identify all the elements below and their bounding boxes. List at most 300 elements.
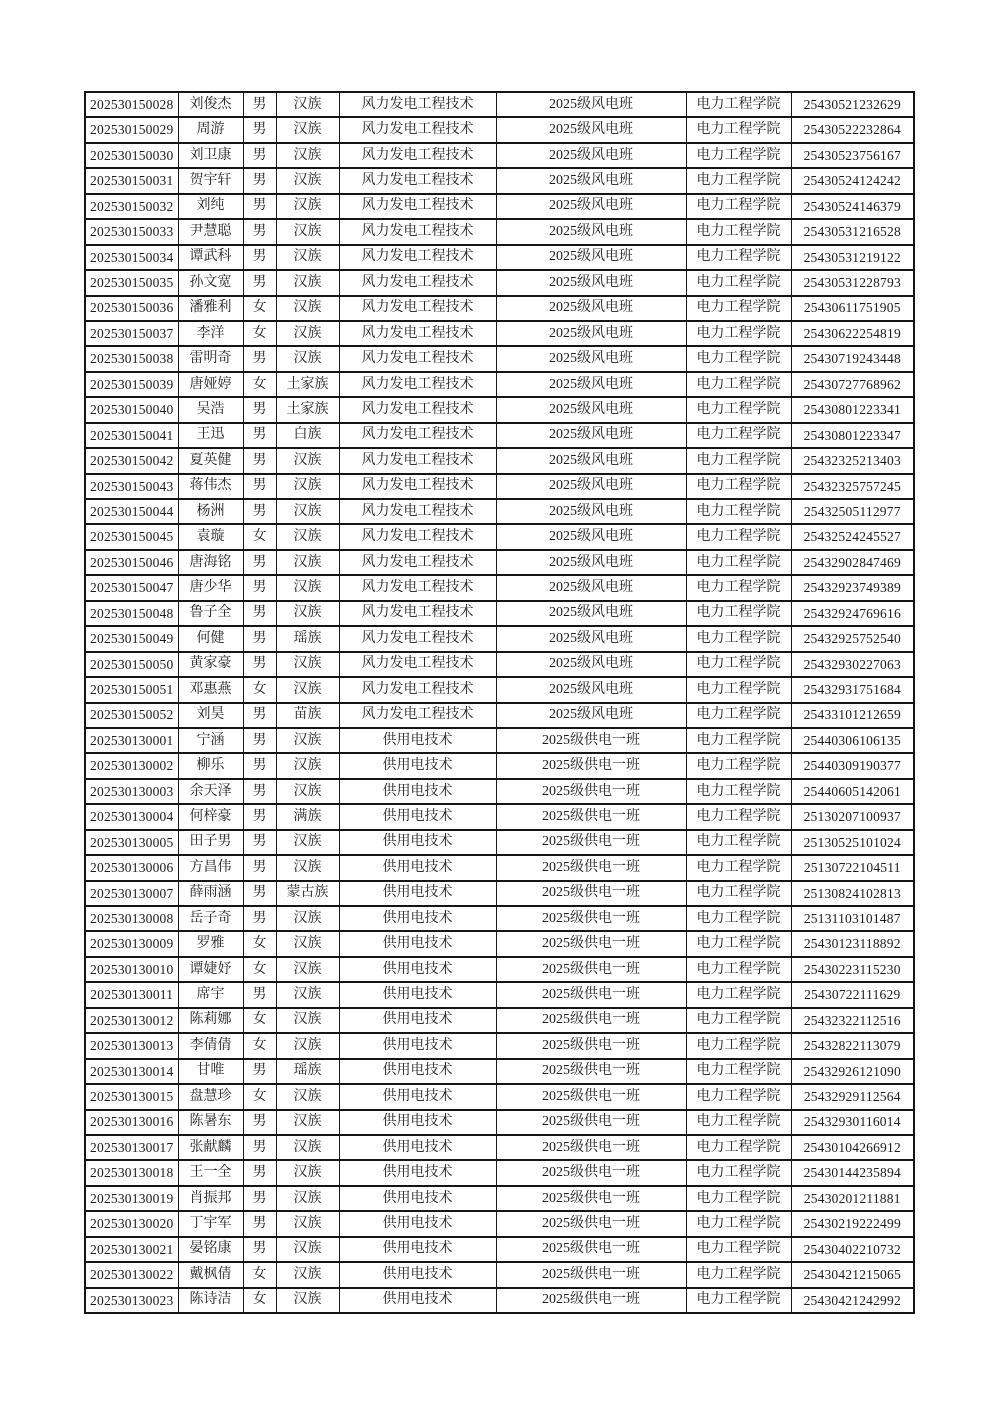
cell-gender: 男: [243, 219, 276, 244]
cell-name: 刘俊杰: [178, 92, 243, 117]
cell-class-name: 2025级供电一班: [496, 779, 686, 804]
cell-class-name: 2025级风电班: [496, 626, 686, 651]
cell-gender: 男: [243, 575, 276, 600]
cell-college: 电力工程学院: [686, 372, 791, 397]
cell-ethnicity: 汉族: [276, 779, 339, 804]
table-row: [85, 1059, 914, 1084]
cell-major: 风力发电工程技术: [339, 296, 496, 321]
cell-ethnicity: 汉族: [276, 855, 339, 880]
cell-exam-id: 25430801223347: [791, 423, 914, 448]
cell-major: 风力发电工程技术: [339, 601, 496, 626]
cell-student-id: 202530130008: [85, 906, 178, 931]
cell-student-id: 202530130001: [85, 728, 178, 753]
cell-class-name: 2025级供电一班: [496, 804, 686, 829]
cell-exam-id: 25430531216528: [791, 219, 914, 244]
cell-student-id: 202530150030: [85, 143, 178, 168]
cell-class-name: 2025级风电班: [496, 194, 686, 219]
cell-exam-id: 25430223115230: [791, 957, 914, 982]
cell-ethnicity: 汉族: [276, 753, 339, 778]
cell-gender: 男: [243, 830, 276, 855]
cell-gender: 女: [243, 1084, 276, 1109]
cell-exam-id: 25130207100937: [791, 804, 914, 829]
cell-student-id: 202530130021: [85, 1237, 178, 1262]
cell-class-name: 2025级风电班: [496, 245, 686, 270]
cell-ethnicity: 汉族: [276, 1008, 339, 1033]
cell-ethnicity: 汉族: [276, 931, 339, 956]
cell-name: 何梓豪: [178, 804, 243, 829]
cell-major: 供用电技术: [339, 830, 496, 855]
cell-ethnicity: 汉族: [276, 245, 339, 270]
cell-name: 唐少华: [178, 575, 243, 600]
table-row: [85, 372, 914, 397]
cell-college: 电力工程学院: [686, 601, 791, 626]
cell-class-name: 2025级供电一班: [496, 830, 686, 855]
cell-name: 雷明奇: [178, 346, 243, 371]
cell-college: 电力工程学院: [686, 423, 791, 448]
cell-major: 供用电技术: [339, 1135, 496, 1160]
cell-exam-id: 25432929112564: [791, 1084, 914, 1109]
cell-gender: 女: [243, 1008, 276, 1033]
cell-class-name: 2025级供电一班: [496, 906, 686, 931]
cell-ethnicity: 汉族: [276, 1186, 339, 1211]
cell-ethnicity: 汉族: [276, 906, 339, 931]
cell-exam-id: 25430521232629: [791, 92, 914, 117]
cell-major: 供用电技术: [339, 728, 496, 753]
cell-class-name: 2025级供电一班: [496, 1110, 686, 1135]
cell-name: 孙文宽: [178, 270, 243, 295]
cell-name: 陈莉娜: [178, 1008, 243, 1033]
cell-college: 电力工程学院: [686, 245, 791, 270]
cell-gender: 男: [243, 626, 276, 651]
cell-major: 供用电技术: [339, 1160, 496, 1185]
cell-exam-id: 25430123118892: [791, 931, 914, 956]
cell-ethnicity: 汉族: [276, 321, 339, 346]
cell-college: 电力工程学院: [686, 728, 791, 753]
cell-student-id: 202530130012: [85, 1008, 178, 1033]
cell-gender: 女: [243, 1288, 276, 1313]
cell-exam-id: 25432325757245: [791, 474, 914, 499]
cell-exam-id: 25432325213403: [791, 448, 914, 473]
cell-gender: 男: [243, 601, 276, 626]
cell-exam-id: 25430727768962: [791, 372, 914, 397]
cell-exam-id: 25432524245527: [791, 524, 914, 549]
cell-student-id: 202530150037: [85, 321, 178, 346]
student-roster-table: [84, 91, 915, 1314]
cell-name: 席宇: [178, 982, 243, 1007]
cell-student-id: 202530130007: [85, 881, 178, 906]
cell-name: 陈诗洁: [178, 1288, 243, 1313]
cell-college: 电力工程学院: [686, 143, 791, 168]
cell-exam-id: 25440605142061: [791, 779, 914, 804]
cell-major: 供用电技术: [339, 982, 496, 1007]
cell-student-id: 202530150032: [85, 194, 178, 219]
cell-student-id: 202530130009: [85, 931, 178, 956]
cell-major: 风力发电工程技术: [339, 194, 496, 219]
cell-exam-id: 25440309190377: [791, 753, 914, 778]
cell-major: 供用电技术: [339, 1237, 496, 1262]
cell-gender: 男: [243, 1135, 276, 1160]
cell-college: 电力工程学院: [686, 703, 791, 728]
cell-ethnicity: 汉族: [276, 1033, 339, 1058]
cell-student-id: 202530150034: [85, 245, 178, 270]
table-row: [85, 550, 914, 575]
cell-ethnicity: 瑶族: [276, 1059, 339, 1084]
cell-college: 电力工程学院: [686, 1084, 791, 1109]
cell-ethnicity: 瑶族: [276, 626, 339, 651]
table-row: [85, 1033, 914, 1058]
cell-class-name: 2025级供电一班: [496, 728, 686, 753]
cell-name: 谭婕妤: [178, 957, 243, 982]
cell-gender: 男: [243, 753, 276, 778]
table-row: [85, 1084, 914, 1109]
table-row: [85, 474, 914, 499]
cell-class-name: 2025级供电一班: [496, 957, 686, 982]
cell-college: 电力工程学院: [686, 753, 791, 778]
cell-ethnicity: 汉族: [276, 1135, 339, 1160]
cell-name: 岳子奇: [178, 906, 243, 931]
cell-exam-id: 25430402210732: [791, 1237, 914, 1262]
cell-class-name: 2025级风电班: [496, 499, 686, 524]
cell-exam-id: 25430144235894: [791, 1160, 914, 1185]
cell-ethnicity: 汉族: [276, 550, 339, 575]
cell-student-id: 202530130019: [85, 1186, 178, 1211]
table-row: [85, 117, 914, 142]
table-row: [85, 346, 914, 371]
cell-college: 电力工程学院: [686, 575, 791, 600]
cell-college: 电力工程学院: [686, 1059, 791, 1084]
cell-college: 电力工程学院: [686, 1135, 791, 1160]
cell-class-name: 2025级供电一班: [496, 1084, 686, 1109]
cell-college: 电力工程学院: [686, 92, 791, 117]
cell-ethnicity: 满族: [276, 804, 339, 829]
cell-college: 电力工程学院: [686, 550, 791, 575]
cell-college: 电力工程学院: [686, 677, 791, 702]
cell-class-name: 2025级供电一班: [496, 753, 686, 778]
cell-student-id: 202530150033: [85, 219, 178, 244]
cell-gender: 男: [243, 906, 276, 931]
cell-student-id: 202530150029: [85, 117, 178, 142]
cell-gender: 男: [243, 804, 276, 829]
cell-student-id: 202530130017: [85, 1135, 178, 1160]
cell-ethnicity: 汉族: [276, 499, 339, 524]
cell-major: 供用电技术: [339, 855, 496, 880]
cell-exam-id: 25430722111629: [791, 982, 914, 1007]
cell-student-id: 202530150044: [85, 499, 178, 524]
cell-student-id: 202530130005: [85, 830, 178, 855]
cell-exam-id: 25432930116014: [791, 1110, 914, 1135]
cell-class-name: 2025级供电一班: [496, 1135, 686, 1160]
cell-major: 供用电技术: [339, 931, 496, 956]
cell-major: 风力发电工程技术: [339, 92, 496, 117]
cell-exam-id: 25432923749389: [791, 575, 914, 600]
cell-major: 风力发电工程技术: [339, 524, 496, 549]
table-row: [85, 1237, 914, 1262]
cell-student-id: 202530130003: [85, 779, 178, 804]
cell-major: 供用电技术: [339, 957, 496, 982]
cell-name: 谭武科: [178, 245, 243, 270]
cell-college: 电力工程学院: [686, 957, 791, 982]
cell-college: 电力工程学院: [686, 931, 791, 956]
cell-ethnicity: 汉族: [276, 957, 339, 982]
cell-ethnicity: 苗族: [276, 703, 339, 728]
cell-ethnicity: 汉族: [276, 677, 339, 702]
cell-exam-id: 25430522232864: [791, 117, 914, 142]
cell-college: 电力工程学院: [686, 652, 791, 677]
cell-student-id: 202530130011: [85, 982, 178, 1007]
cell-student-id: 202530130022: [85, 1262, 178, 1287]
cell-name: 贺宇轩: [178, 168, 243, 193]
cell-college: 电力工程学院: [686, 168, 791, 193]
cell-gender: 男: [243, 550, 276, 575]
cell-college: 电力工程学院: [686, 321, 791, 346]
cell-gender: 男: [243, 855, 276, 880]
cell-student-id: 202530130020: [85, 1211, 178, 1236]
cell-exam-id: 25430801223341: [791, 397, 914, 422]
cell-college: 电力工程学院: [686, 397, 791, 422]
cell-major: 供用电技术: [339, 1288, 496, 1313]
cell-student-id: 202530150047: [85, 575, 178, 600]
cell-major: 风力发电工程技术: [339, 448, 496, 473]
table-row: [85, 1262, 914, 1287]
cell-student-id: 202530150046: [85, 550, 178, 575]
cell-class-name: 2025级供电一班: [496, 1059, 686, 1084]
cell-exam-id: 25430611751905: [791, 296, 914, 321]
cell-student-id: 202530150052: [85, 703, 178, 728]
cell-ethnicity: 汉族: [276, 1110, 339, 1135]
cell-gender: 男: [243, 881, 276, 906]
cell-gender: 男: [243, 346, 276, 371]
cell-ethnicity: 汉族: [276, 143, 339, 168]
cell-class-name: 2025级风电班: [496, 296, 686, 321]
cell-major: 供用电技术: [339, 1110, 496, 1135]
cell-major: 风力发电工程技术: [339, 474, 496, 499]
table-row: [85, 753, 914, 778]
cell-gender: 男: [243, 194, 276, 219]
cell-major: 风力发电工程技术: [339, 626, 496, 651]
cell-student-id: 202530150039: [85, 372, 178, 397]
table-row: [85, 168, 914, 193]
cell-ethnicity: 汉族: [276, 474, 339, 499]
cell-major: 风力发电工程技术: [339, 321, 496, 346]
cell-gender: 男: [243, 779, 276, 804]
cell-name: 田子男: [178, 830, 243, 855]
cell-college: 电力工程学院: [686, 1262, 791, 1287]
cell-exam-id: 25130722104511: [791, 855, 914, 880]
cell-major: 风力发电工程技术: [339, 270, 496, 295]
cell-gender: 女: [243, 524, 276, 549]
cell-class-name: 2025级供电一班: [496, 1033, 686, 1058]
cell-name: 王一全: [178, 1160, 243, 1185]
cell-exam-id: 25430531228793: [791, 270, 914, 295]
cell-class-name: 2025级供电一班: [496, 1288, 686, 1313]
cell-exam-id: 25432924769616: [791, 601, 914, 626]
cell-class-name: 2025级供电一班: [496, 931, 686, 956]
cell-major: 供用电技术: [339, 753, 496, 778]
cell-major: 供用电技术: [339, 1262, 496, 1287]
cell-ethnicity: 汉族: [276, 296, 339, 321]
cell-class-name: 2025级风电班: [496, 550, 686, 575]
cell-name: 刘卫康: [178, 143, 243, 168]
cell-exam-id: 25430421215065: [791, 1262, 914, 1287]
cell-college: 电力工程学院: [686, 1110, 791, 1135]
cell-class-name: 2025级风电班: [496, 92, 686, 117]
cell-college: 电力工程学院: [686, 1237, 791, 1262]
cell-class-name: 2025级风电班: [496, 143, 686, 168]
cell-exam-id: 25430524124242: [791, 168, 914, 193]
cell-major: 风力发电工程技术: [339, 143, 496, 168]
cell-ethnicity: 汉族: [276, 575, 339, 600]
cell-student-id: 202530130015: [85, 1084, 178, 1109]
cell-exam-id: 25130824102813: [791, 881, 914, 906]
cell-exam-id: 25430201211881: [791, 1186, 914, 1211]
cell-ethnicity: 汉族: [276, 601, 339, 626]
cell-college: 电力工程学院: [686, 474, 791, 499]
cell-class-name: 2025级风电班: [496, 117, 686, 142]
cell-college: 电力工程学院: [686, 1186, 791, 1211]
cell-name: 甘唯: [178, 1059, 243, 1084]
cell-name: 张献麟: [178, 1135, 243, 1160]
table-row: [85, 855, 914, 880]
cell-exam-id: 25430719243448: [791, 346, 914, 371]
cell-major: 风力发电工程技术: [339, 346, 496, 371]
cell-major: 风力发电工程技术: [339, 703, 496, 728]
cell-name: 方昌伟: [178, 855, 243, 880]
table-row: [85, 92, 914, 117]
cell-college: 电力工程学院: [686, 346, 791, 371]
cell-name: 鲁子全: [178, 601, 243, 626]
cell-exam-id: 25432322112516: [791, 1008, 914, 1033]
cell-ethnicity: 汉族: [276, 982, 339, 1007]
cell-exam-id: 25430104266912: [791, 1135, 914, 1160]
table-row: [85, 245, 914, 270]
cell-exam-id: 25430524146379: [791, 194, 914, 219]
cell-student-id: 202530130016: [85, 1110, 178, 1135]
table-row: [85, 626, 914, 651]
cell-gender: 男: [243, 117, 276, 142]
cell-gender: 男: [243, 448, 276, 473]
cell-class-name: 2025级风电班: [496, 601, 686, 626]
cell-student-id: 202530130004: [85, 804, 178, 829]
cell-college: 电力工程学院: [686, 219, 791, 244]
cell-college: 电力工程学院: [686, 296, 791, 321]
cell-college: 电力工程学院: [686, 524, 791, 549]
cell-college: 电力工程学院: [686, 1211, 791, 1236]
cell-name: 薛雨涵: [178, 881, 243, 906]
table-row: [85, 448, 914, 473]
cell-name: 宁涵: [178, 728, 243, 753]
cell-class-name: 2025级风电班: [496, 703, 686, 728]
cell-student-id: 202530130010: [85, 957, 178, 982]
cell-class-name: 2025级风电班: [496, 372, 686, 397]
cell-name: 柳乐: [178, 753, 243, 778]
cell-ethnicity: 土家族: [276, 397, 339, 422]
cell-gender: 女: [243, 1033, 276, 1058]
cell-ethnicity: 白族: [276, 423, 339, 448]
cell-college: 电力工程学院: [686, 1033, 791, 1058]
cell-class-name: 2025级供电一班: [496, 1237, 686, 1262]
cell-class-name: 2025级供电一班: [496, 1186, 686, 1211]
table-row: [85, 423, 914, 448]
cell-major: 风力发电工程技术: [339, 550, 496, 575]
cell-gender: 男: [243, 982, 276, 1007]
cell-class-name: 2025级风电班: [496, 346, 686, 371]
cell-major: 风力发电工程技术: [339, 245, 496, 270]
cell-class-name: 2025级风电班: [496, 423, 686, 448]
cell-gender: 男: [243, 397, 276, 422]
table-row: [85, 830, 914, 855]
cell-gender: 男: [243, 1110, 276, 1135]
cell-college: 电力工程学院: [686, 1008, 791, 1033]
cell-ethnicity: 汉族: [276, 524, 339, 549]
cell-major: 风力发电工程技术: [339, 499, 496, 524]
cell-student-id: 202530150050: [85, 652, 178, 677]
cell-name: 杨洲: [178, 499, 243, 524]
cell-name: 刘昊: [178, 703, 243, 728]
cell-ethnicity: 汉族: [276, 194, 339, 219]
cell-class-name: 2025级供电一班: [496, 1008, 686, 1033]
cell-major: 供用电技术: [339, 1211, 496, 1236]
cell-name: 潘雅利: [178, 296, 243, 321]
cell-major: 供用电技术: [339, 1084, 496, 1109]
table-row: [85, 575, 914, 600]
cell-college: 电力工程学院: [686, 117, 791, 142]
cell-gender: 女: [243, 677, 276, 702]
cell-name: 何健: [178, 626, 243, 651]
cell-student-id: 202530130013: [85, 1033, 178, 1058]
table-row: [85, 703, 914, 728]
cell-student-id: 202530150031: [85, 168, 178, 193]
cell-class-name: 2025级风电班: [496, 219, 686, 244]
cell-ethnicity: 汉族: [276, 1262, 339, 1287]
cell-name: 罗雅: [178, 931, 243, 956]
cell-student-id: 202530130002: [85, 753, 178, 778]
cell-gender: 男: [243, 703, 276, 728]
cell-name: 吴浩: [178, 397, 243, 422]
cell-ethnicity: 汉族: [276, 219, 339, 244]
cell-name: 夏英健: [178, 448, 243, 473]
cell-class-name: 2025级风电班: [496, 168, 686, 193]
cell-exam-id: 25432931751684: [791, 677, 914, 702]
cell-student-id: 202530150042: [85, 448, 178, 473]
cell-student-id: 202530150049: [85, 626, 178, 651]
cell-name: 周游: [178, 117, 243, 142]
cell-college: 电力工程学院: [686, 1288, 791, 1313]
cell-name: 李倩倩: [178, 1033, 243, 1058]
cell-ethnicity: 汉族: [276, 346, 339, 371]
cell-student-id: 202530150035: [85, 270, 178, 295]
cell-exam-id: 25430421242992: [791, 1288, 914, 1313]
cell-ethnicity: 汉族: [276, 117, 339, 142]
cell-gender: 男: [243, 168, 276, 193]
cell-gender: 女: [243, 931, 276, 956]
cell-exam-id: 25433101212659: [791, 703, 914, 728]
cell-exam-id: 25432925752540: [791, 626, 914, 651]
cell-gender: 男: [243, 1059, 276, 1084]
cell-name: 丁宇军: [178, 1211, 243, 1236]
cell-college: 电力工程学院: [686, 804, 791, 829]
table-row: [85, 1186, 914, 1211]
cell-student-id: 202530130018: [85, 1160, 178, 1185]
cell-name: 刘纯: [178, 194, 243, 219]
table-row: [85, 194, 914, 219]
cell-class-name: 2025级风电班: [496, 474, 686, 499]
cell-ethnicity: 土家族: [276, 372, 339, 397]
cell-class-name: 2025级风电班: [496, 321, 686, 346]
cell-college: 电力工程学院: [686, 270, 791, 295]
cell-gender: 女: [243, 372, 276, 397]
cell-college: 电力工程学院: [686, 626, 791, 651]
cell-ethnicity: 汉族: [276, 1237, 339, 1262]
